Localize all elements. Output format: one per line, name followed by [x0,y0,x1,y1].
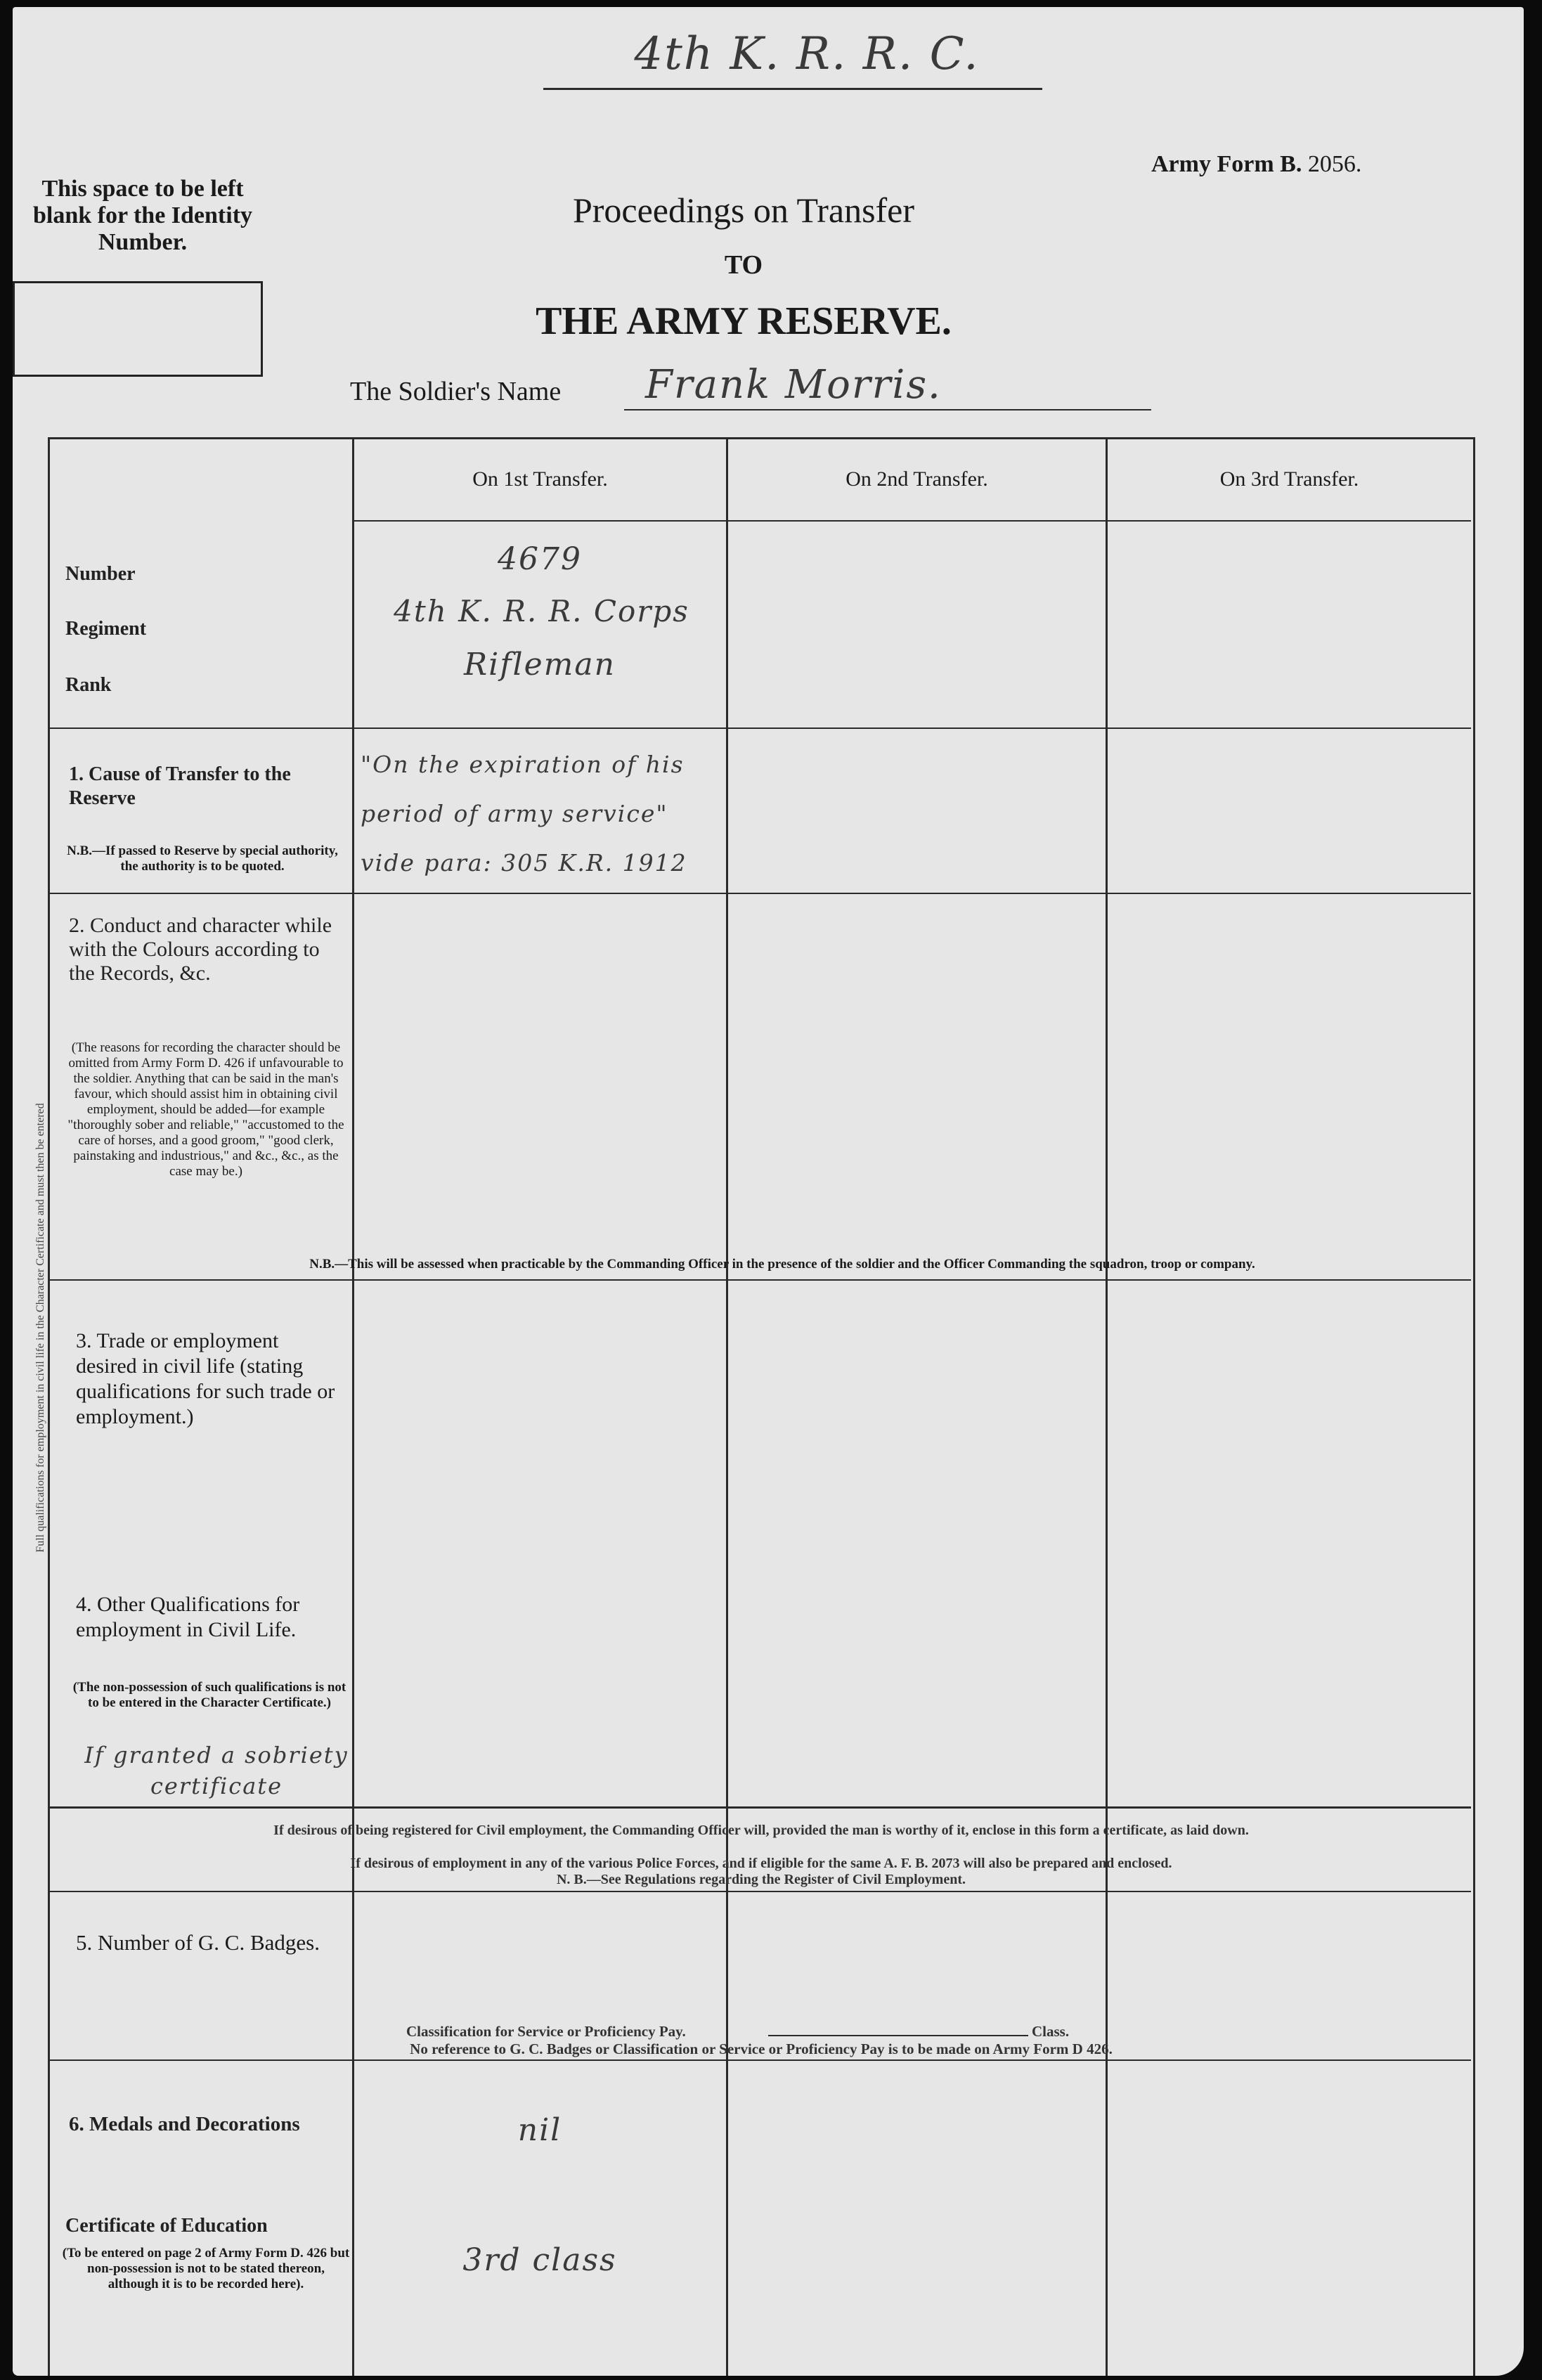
note-cause: N.B.—If passed to Reserve by special authority, the authority is to be quoted. [67,843,338,874]
label-rank: Rank [65,674,112,696]
army-form-label-text: Army Form B. [1151,151,1302,177]
identity-number-box[interactable] [13,281,263,377]
row-line-6 [48,2059,1471,2061]
value-number: 4679 [498,541,582,577]
handwritten-unit: 4th K. R. R. C. [634,28,980,80]
army-form-number: 2056. [1307,151,1362,177]
row-line-2 [48,893,1471,894]
label-certificate: Certificate of Education [65,2215,268,2237]
row-line-5 [48,1891,1471,1892]
form-paper [13,7,1524,2376]
label-conduct: 2. Conduct and character while with the Colours according to the Records, &c. [69,914,332,985]
label-regiment: Regiment [65,618,147,640]
class-label: Class. [1032,2023,1070,2040]
title-line3: THE ARMY RESERVE. [536,299,952,343]
nb-conduct: N.B.—This will be assessed when practicable by the Commanding Officer in the presence of the soldier and the Officer Commanding the squadron, troop or company. [309,1257,1255,1272]
label-other: 4. Other Qualifications for employment in Civil Life. [76,1593,300,1641]
civil-note-1: If desirous of being registered for Civil employment, the Commanding Officer will, provided the man is worthy of it, enclose in this form a certificate, as laid down. [273,1823,1249,1838]
soldier-name-value: Frank Morris. [645,362,942,408]
value-cause-line3: vide para: 305 K.R. 1912 [361,849,687,877]
header-row-line [354,520,1471,522]
name-underline [624,409,1151,410]
row-line-4 [48,1806,1471,1809]
row-line-3 [48,1279,1471,1281]
note-other: (The non-possession of such qualifications is not to be entered in the Character Certificate.) [72,1680,346,1710]
value-regiment: 4th K. R. R. Corps [394,594,689,628]
value-other-handwritten: If granted a sobriety certificate [84,1742,349,1799]
col-header-2: On 2nd Transfer. [845,467,988,491]
note-certificate: (To be entered on page 2 of Army Form D. 426 but non-possession is not to be stated thereon, although it is to be recorded here). [62,2246,350,2291]
margin-vertical-text: Full qualifications for employment in civil life in the Character Certificate and must then be entered [34,1103,46,1553]
note-conduct: (The reasons for recording the character should be omitted from Army Form D. 426 if unfavourable to the soldier. Anything that can be said in the man's favour, which should assist him in obtaining civil employment, should be added—for example "thoroughly sober and reliable," "accustomed to the care of horses, and a good groom," "good clerk, painstaking and industrious," and &c., &c., as the case may be.) [67,1040,344,1179]
col-header-3: On 3rd Transfer. [1219,467,1359,491]
classification-label: Classification for Service or Proficiency Pay. [406,2023,686,2040]
identity-note: This space to be left blank for the Identity Number. [32,176,253,255]
label-cause: 1. Cause of Transfer to the Reserve [69,763,291,809]
value-certificate: 3rd class [462,2242,617,2278]
label-medals: 6. Medals and Decorations [69,2113,300,2135]
value-rank: Rifleman [464,647,616,683]
unit-underline [543,88,1042,90]
value-medals: nil [517,2112,562,2148]
col-header-1: On 1st Transfer. [472,467,608,491]
label-number: Number [65,563,136,585]
civil-note-2: If desirous of employment in any of the various Police Forces, and if eligible for the same A. F. B. 2073 will also be prepared and enclosed. [350,1856,1172,1871]
soldier-name-label: The Soldier's Name [350,377,562,406]
no-reference-note: No reference to G. C. Badges or Classification or Service or Proficiency Pay is to be made on Army Form D 426. [410,2041,1113,2057]
label-badges: 5. Number of G. C. Badges. [76,1930,320,1955]
title-line1: Proceedings on Transfer [572,190,915,230]
label-trade: 3. Trade or employment desired in civil life (stating qualifications for such trade or employment.) [76,1329,335,1428]
civil-note-3: N. B.—See Regulations regarding the Register of Civil Employment. [556,1872,966,1887]
value-cause-line2: period of army service" [361,800,668,827]
value-cause-line1: "On the expiration of his [361,751,685,778]
classification-blank [768,2035,1028,2036]
row-line-1 [48,727,1471,729]
army-form-label [1151,151,1361,178]
title-line2: TO [724,250,763,280]
